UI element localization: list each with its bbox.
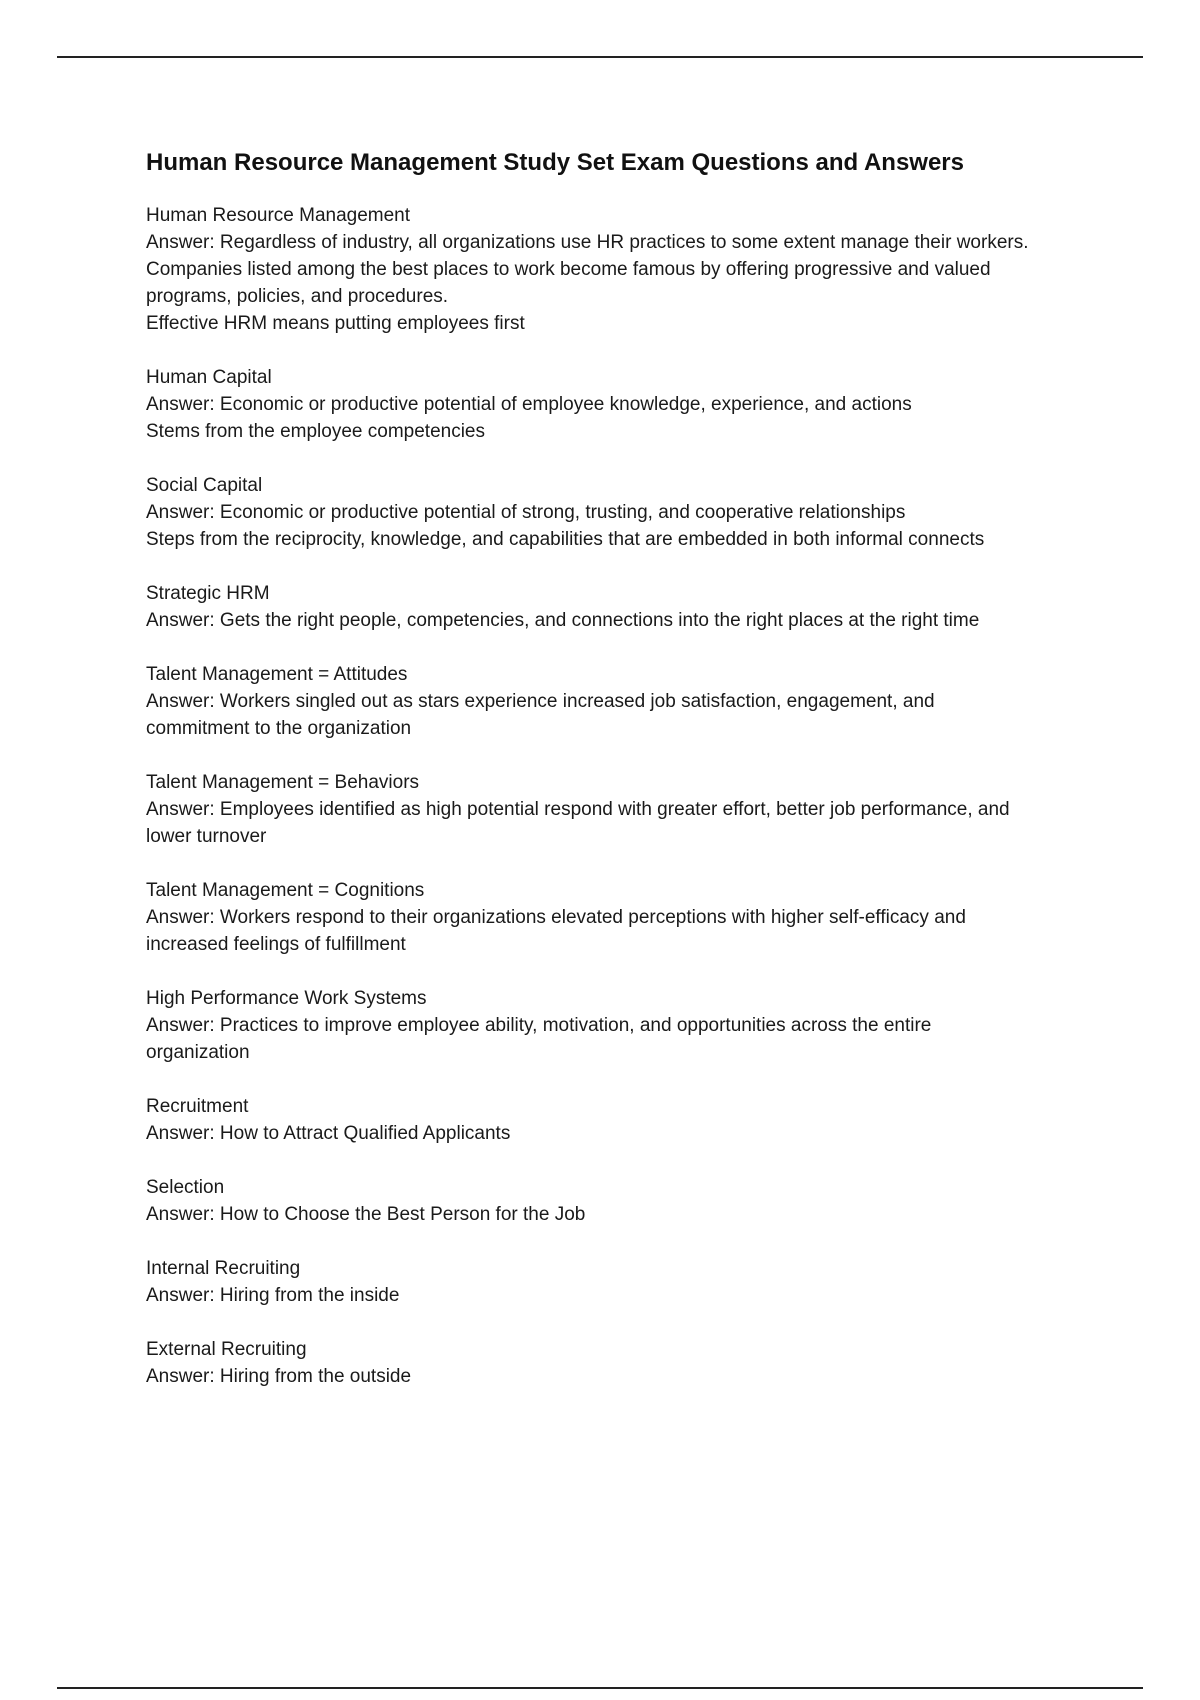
question-term: External Recruiting [146,1339,307,1360]
qa-item [146,1336,1096,1390]
answer-text: Answer: Gets the right people, competencies, and connections into the right places at the right time [146,610,980,631]
question-term: Talent Management = Behaviors [146,772,420,793]
qa-item [146,985,1096,1066]
qa-item [146,472,1096,553]
qa-item [146,661,1096,742]
qa-item [146,1255,1096,1309]
question-term: Recruitment [146,1096,249,1117]
bottom-rule [57,1687,1143,1689]
answer-text: Answer: How to Choose the Best Person for the Job [146,1204,586,1225]
document-body [146,146,1096,1417]
document-title: Human Resource Management Study Set Exam Questions and Answers [146,149,964,176]
qa-item [146,877,1096,958]
question-term: High Performance Work Systems [146,988,427,1009]
answer-text: Answer: Workers respond to their organizations elevated perceptions with higher self-efficacy and increased feelings of fulfillment [146,907,966,955]
top-rule [57,56,1143,58]
answer-text: Answer: Economic or productive potential of employee knowledge, experience, and actions Stems from the employee competencies [146,394,912,442]
question-term: Talent Management = Attitudes [146,664,408,685]
answer-text: Answer: Workers singled out as stars experience increased job satisfaction, engagement, and commitment to the organization [146,691,935,739]
question-term: Internal Recruiting [146,1258,301,1279]
question-term: Human Capital [146,367,272,388]
answer-text: Answer: How to Attract Qualified Applicants [146,1123,511,1144]
qa-item [146,202,1096,337]
question-term: Strategic HRM [146,583,270,604]
answer-text: Answer: Economic or productive potential of strong, trusting, and cooperative relationships Steps from the reciprocity, knowledge, and capabilities that are embedded in both informal connects [146,502,985,550]
question-term: Talent Management = Cognitions [146,880,425,901]
qa-item [146,1174,1096,1228]
question-term: Human Resource Management [146,205,411,226]
answer-text: Answer: Hiring from the outside [146,1366,412,1387]
qa-item [146,769,1096,850]
answer-text: Answer: Hiring from the inside [146,1285,400,1306]
qa-item [146,580,1096,634]
question-term: Social Capital [146,475,263,496]
answer-text: Answer: Employees identified as high potential respond with greater effort, better job performance, and lower turnover [146,799,1010,847]
qa-item [146,364,1096,445]
qa-item [146,1093,1096,1147]
question-term: Selection [146,1177,225,1198]
answer-text: Answer: Regardless of industry, all organizations use HR practices to some extent manage their workers. Companies listed among the best places to work become famous by offering progressive and valued programs, policies, and procedures. Effective HRM means putting employees first [146,232,1029,334]
answer-text: Answer: Practices to improve employee ability, motivation, and opportunities across the entire organization [146,1015,932,1063]
